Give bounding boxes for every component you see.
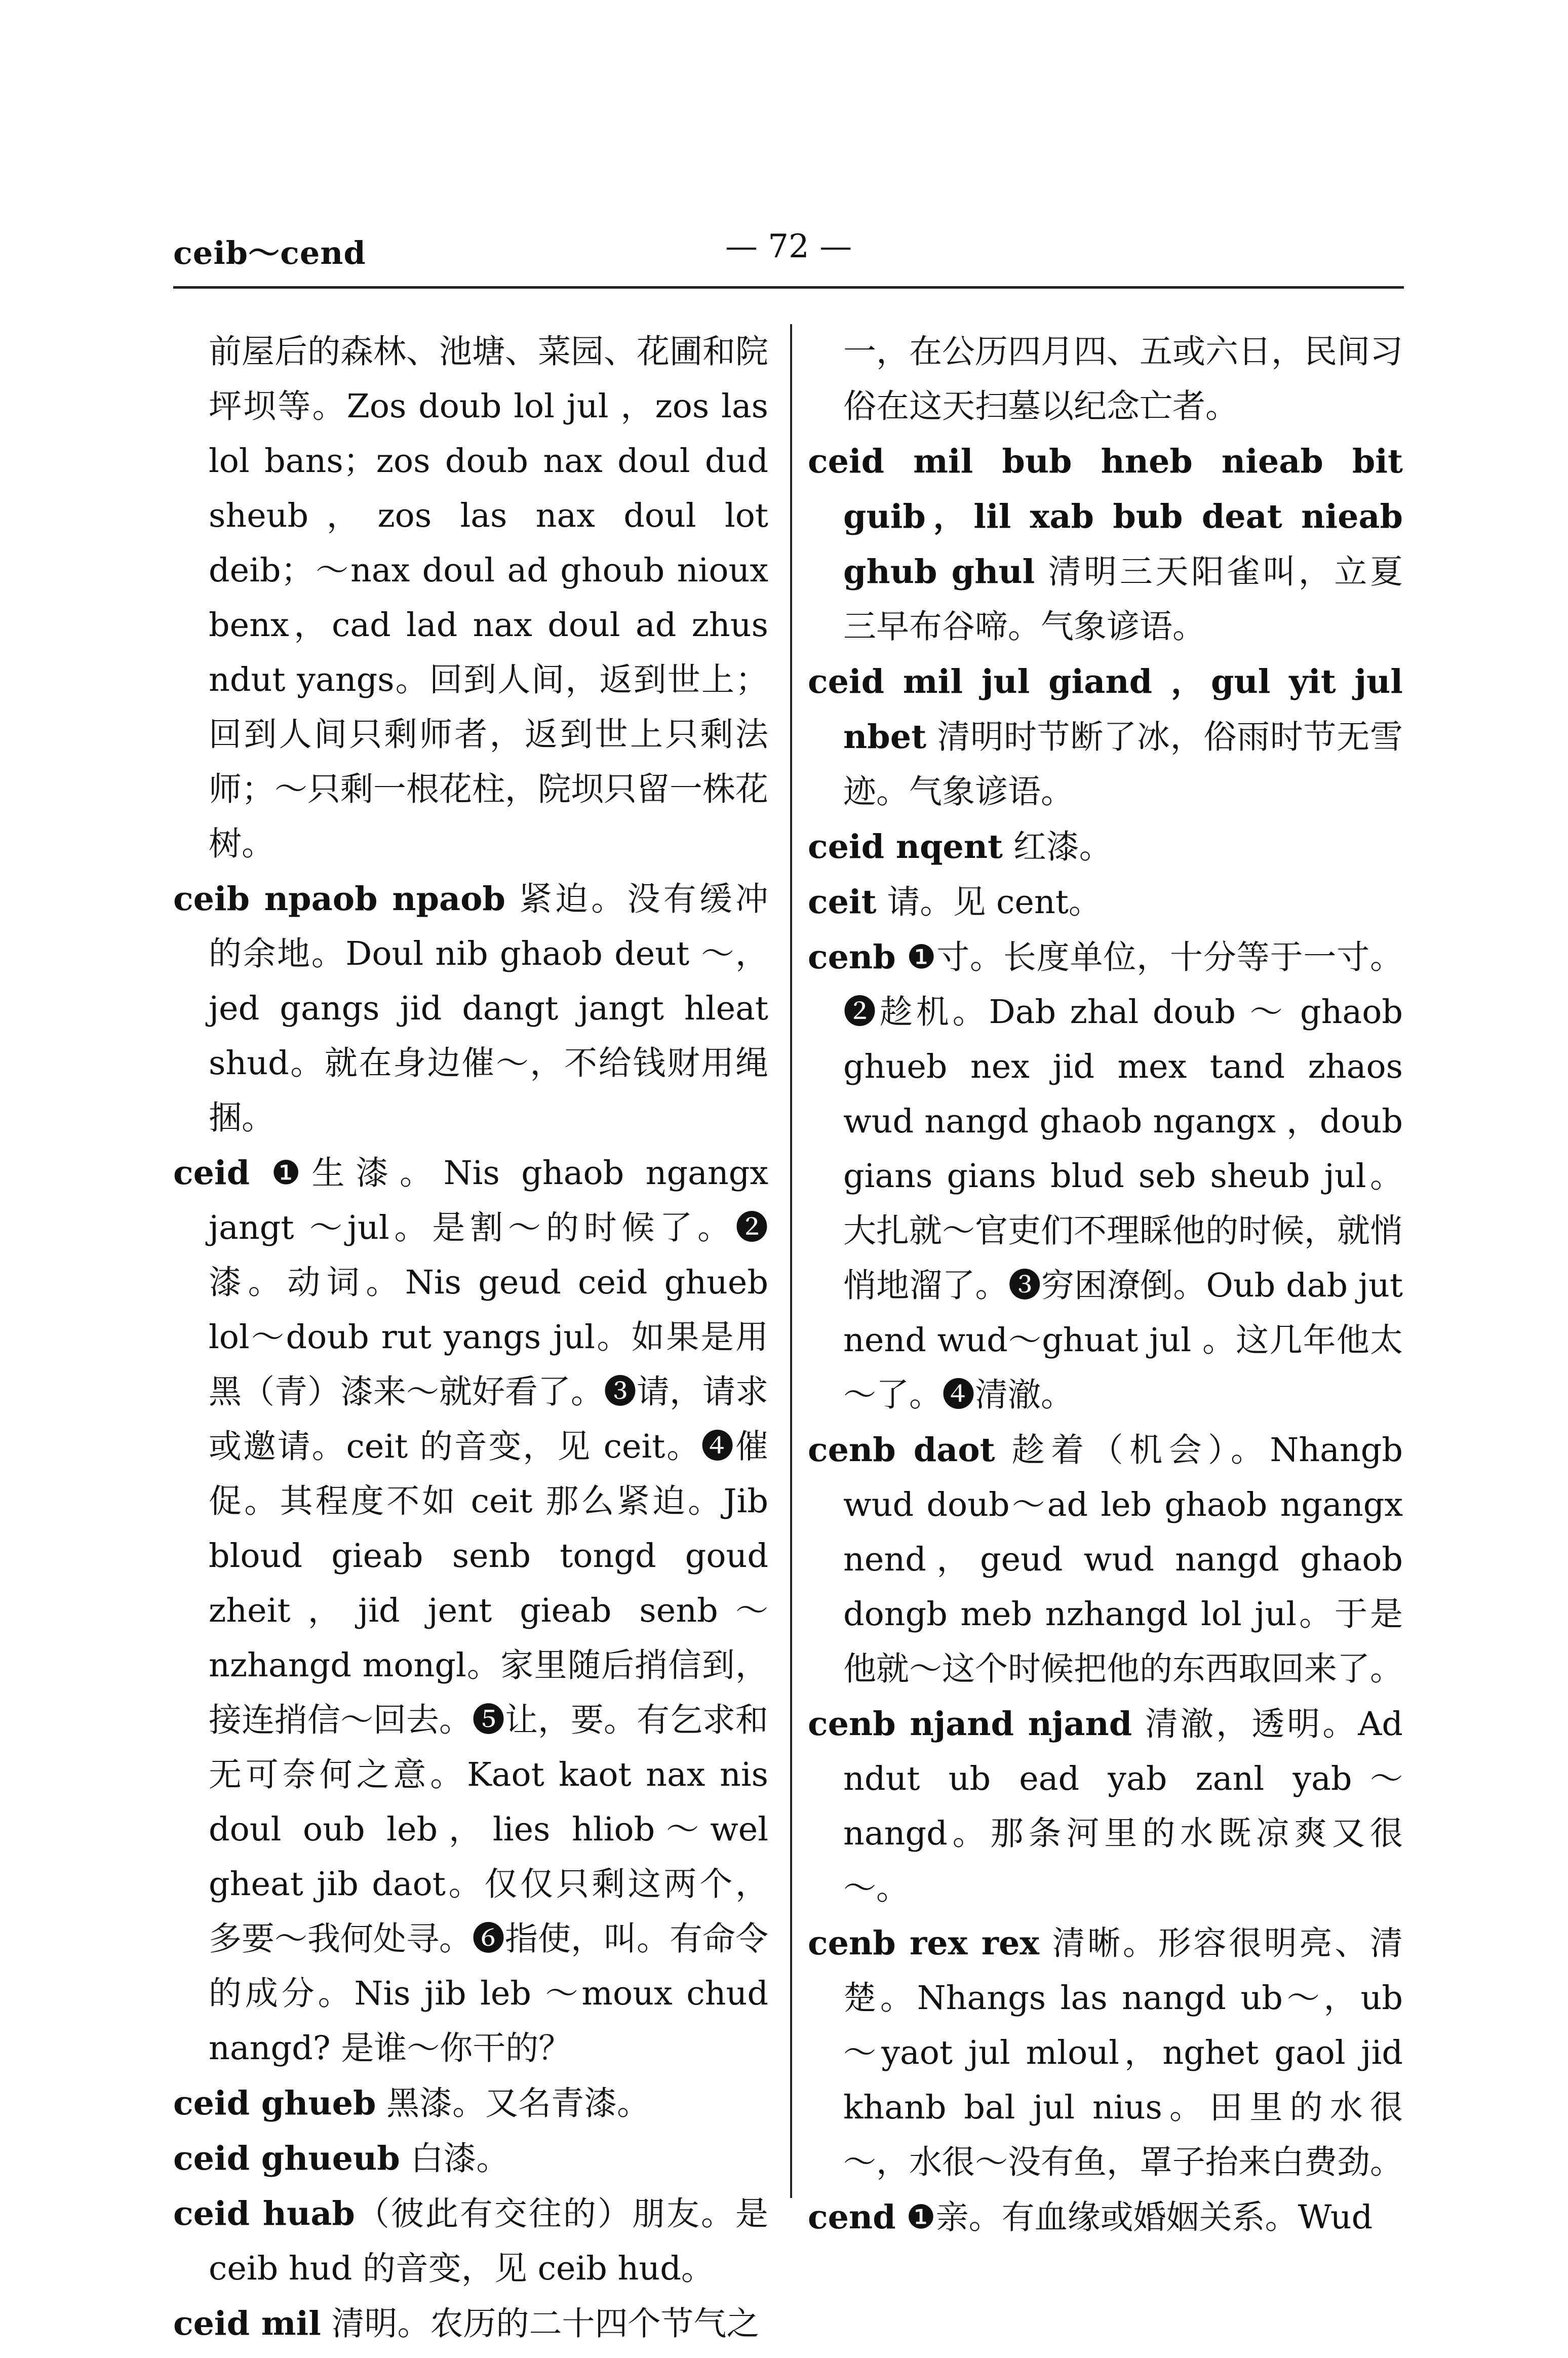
headword: ceid mil bub hneb nieab bit guib，lil xab bub deat nieab ghub ghul xyxy=(808,442,1403,591)
dictionary-entry xyxy=(173,324,768,872)
guide-word: ceib～cend xyxy=(173,234,366,271)
dictionary-entry xyxy=(173,872,768,1146)
definition: 请。见 cent。 xyxy=(876,883,1102,921)
definition: 红漆。 xyxy=(1003,828,1112,866)
dictionary-entry xyxy=(808,654,1403,819)
headword: ceid xyxy=(173,1154,250,1192)
dictionary-entry xyxy=(808,324,1403,434)
dictionary-entry xyxy=(808,819,1403,875)
definition: 一，在公历四月四、五或六日，民间习俗在这天扫墓以纪念亡者。 xyxy=(843,333,1403,425)
definition: 黑漆。又名青漆。 xyxy=(376,2085,650,2123)
headword: ceid huab xyxy=(173,2194,355,2233)
definition: 白漆。 xyxy=(400,2140,509,2178)
definition: ❶生漆。Nis ghaob ngangx jangt ～jul。是割～的时候了。❷漆。动词。Nis geud ceid ghueb lol～doub rut yangs jul。如果是用黑（青）漆来～就好看了。❸请，请求或邀请。ceit 的音变，见 ceit。❹催促。其程度不如 ceit 那么紧迫。Jib bloud gieab senb tongd goud zheit，jid jent gieab senb～nzhangd mongl。家里随后捎信到，接连捎信～回去。❺让，要。有乞求和无可奈何之意。Kaot kaot nax nis doul oub leb，lies hliob～wel gheat jib daot。仅仅只剩这两个，多要～我何处寻。❻指使，叫。有命令的成分。Nis jib leb ～moux chud nangd? 是谁～你干的？ xyxy=(209,1154,769,2067)
definition: 清澈，透明。Ad ndut ub ead yab zanl yab～nangd。那条河里的水既凉爽又很～。 xyxy=(843,1705,1403,1907)
dictionary-entry xyxy=(173,1146,768,2076)
dictionary-entry xyxy=(173,2186,768,2296)
header-rule xyxy=(173,286,1404,289)
headword: cenb daot xyxy=(808,1431,995,1469)
left-column xyxy=(173,324,768,2351)
dictionary-entry xyxy=(173,2076,768,2131)
dictionary-entry xyxy=(808,1916,1403,2190)
dictionary-entry xyxy=(173,2131,768,2186)
column-divider xyxy=(790,324,792,2198)
headword: cenb xyxy=(808,938,896,976)
headword: cenb rex rex xyxy=(808,1924,1040,1962)
headword: ceid nqent xyxy=(808,828,1003,866)
definition: 清晰。形容很明亮、清楚。Nhangs las nangd ub～，ub～yaot jul mloul，nghet gaol jid khanb bal jul nius。田里的水很～，水很～没有鱼，罩子抬来白费劲。 xyxy=(843,1924,1403,2181)
headword: ceib npaob npaob xyxy=(173,880,505,918)
headword: ceid mil xyxy=(173,2304,321,2343)
definition: ❶亲。有血缘或婚姻关系。Wud xyxy=(895,2198,1373,2236)
definition: ❶寸。长度单位，十分等于一寸。❷趁机。Dab zhal doub ～ ghaob ghueb nex jid mex tand zhaos wud nangd ghaob ngangx ，doub gians gians blud seb sheub jul。大扎就～官吏们不理睬他的时候，就悄悄地溜了。❸穷困潦倒。Oub dab jut nend wud～ghuat jul 。这几年他太～了。❹清澈。 xyxy=(843,938,1403,1414)
definition: 清明。农历的二十四个节气之 xyxy=(321,2305,760,2343)
dictionary-entry xyxy=(808,2190,1403,2245)
dictionary-entry xyxy=(808,434,1403,654)
dictionary-entry xyxy=(173,2296,768,2351)
definition: 趁着（机会）。Nhangb wud doub～ad leb ghaob ngangx nend，geud wud nangd ghaob dongb meb nzhangd lol jul。于是他就～这个时候把他的东西取回来了。 xyxy=(843,1431,1403,1688)
headword: ceit xyxy=(808,883,877,921)
definition: 紧迫。没有缓冲的余地。Doul nib ghaob deut ～，jed gangs jid dangt jangt hleat shud。就在身边催～，不给钱财用绳捆。 xyxy=(209,880,768,1137)
dictionary-entry xyxy=(808,875,1403,930)
headword: ceid ghueub xyxy=(173,2139,400,2178)
page-header xyxy=(173,223,1404,279)
headword: ceid mil jul giand ，gul yit jul nbet xyxy=(808,662,1403,756)
headword: ceid ghueb xyxy=(173,2084,376,2123)
definition: 清明三天阳雀叫，立夏三早布谷啼。气象谚语。 xyxy=(843,553,1403,646)
headword: cenb njand njand xyxy=(808,1705,1132,1743)
page-number: — 72 — xyxy=(725,228,852,265)
definition: 前屋后的森林、池塘、菜园、花圃和院坪坝等。Zos doub lol jul ，zos las lol bans；zos doub nax doul dud sheub，zos las nax doul lot deib；～nax doul ad ghoub nioux benx，cad lad nax doul ad zhus ndut yangs。回到人间，返到世上；回到人间只剩师者，返到世上只剩法师；～只剩一根花柱，院坝只留一株花树。 xyxy=(209,333,769,863)
definition: 清明时节断了冰，俗雨时节无雪迹。气象谚语。 xyxy=(843,718,1403,811)
right-column xyxy=(808,324,1403,2245)
dictionary-entry xyxy=(808,1423,1403,1697)
definition: （彼此有交往的）朋友。是 ceib hud 的音变，见 ceib hud。 xyxy=(209,2195,768,2288)
dictionary-entry xyxy=(808,1697,1403,1916)
headword: cend xyxy=(808,2198,896,2236)
dictionary-entry xyxy=(808,930,1403,1423)
